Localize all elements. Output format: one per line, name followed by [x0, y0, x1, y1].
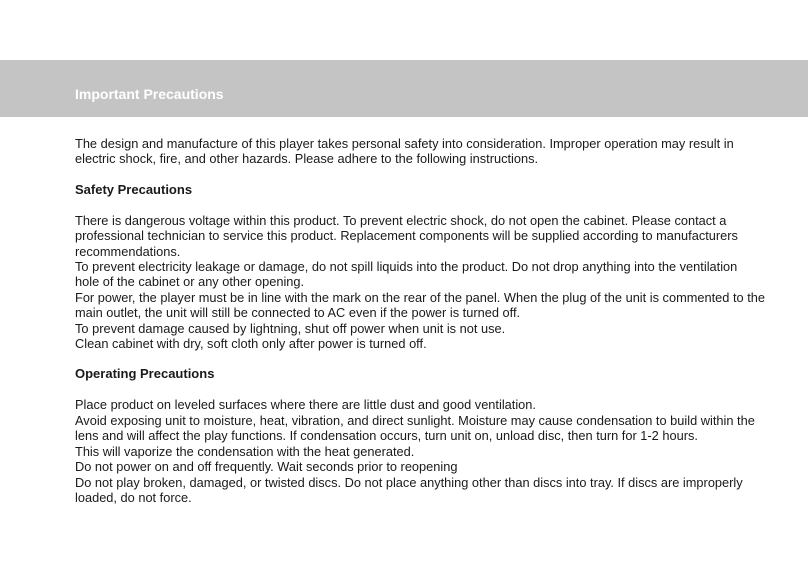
safety-section	[75, 213, 765, 352]
operating-paragraph: Place product on leveled surfaces where there are little dust and good ventilation.	[75, 397, 536, 413]
safety-heading: Safety Precautions	[75, 181, 193, 197]
safety-paragraph: To prevent damage caused by lightning, shut off power when unit is not use.	[75, 320, 506, 336]
operating-section	[75, 397, 765, 505]
operating-paragraph: This will vaporize the condensation with the heat generated.	[75, 443, 415, 459]
safety-paragraph: Clean cabinet with dry, soft cloth only after power is turned off.	[75, 336, 427, 352]
operating-paragraph: Do not power on and off frequently. Wait seconds prior to reopening	[75, 459, 458, 475]
page-title: Important Precautions	[75, 86, 224, 102]
safety-paragraph: To prevent electricity leakage or damage, do not spill liquids into the product. Do not drop anything into the ventilation hole of the cabinet or any other opening.	[75, 259, 738, 290]
operating-paragraph: Do not play broken, damaged, or twisted discs. Do not place anything other than discs into tray. If discs are improperly loaded, do not force.	[75, 474, 743, 505]
safety-paragraph: For power, the player must be in line with the mark on the rear of the panel. When the plug of the unit is commented to the main outlet, the unit will still be connected to AC even if the power is turned off.	[75, 289, 765, 321]
operating-paragraph: Avoid exposing unit to moisture, heat, vibration, and direct sunlight. Moisture may cause condensation to build within the lens and will affect the play functions. If condensation occurs, turn unit on, unload disc, then turn for 1-2 hours.	[75, 412, 755, 444]
safety-paragraph: There is dangerous voltage within this product. To prevent electric shock, do not open the cabinet. Please contact a professional technician to service this product. Replacement components will be supplied according to manufacturers recommendations.	[75, 212, 738, 259]
operating-heading: Operating Precautions	[75, 366, 215, 382]
intro-paragraph: The design and manufacture of this player takes personal safety into consideration. Improper operation may result in electric shock, fire, and other hazards. Please adhere to the following instructions.	[75, 136, 734, 167]
document-body	[75, 136, 765, 520]
